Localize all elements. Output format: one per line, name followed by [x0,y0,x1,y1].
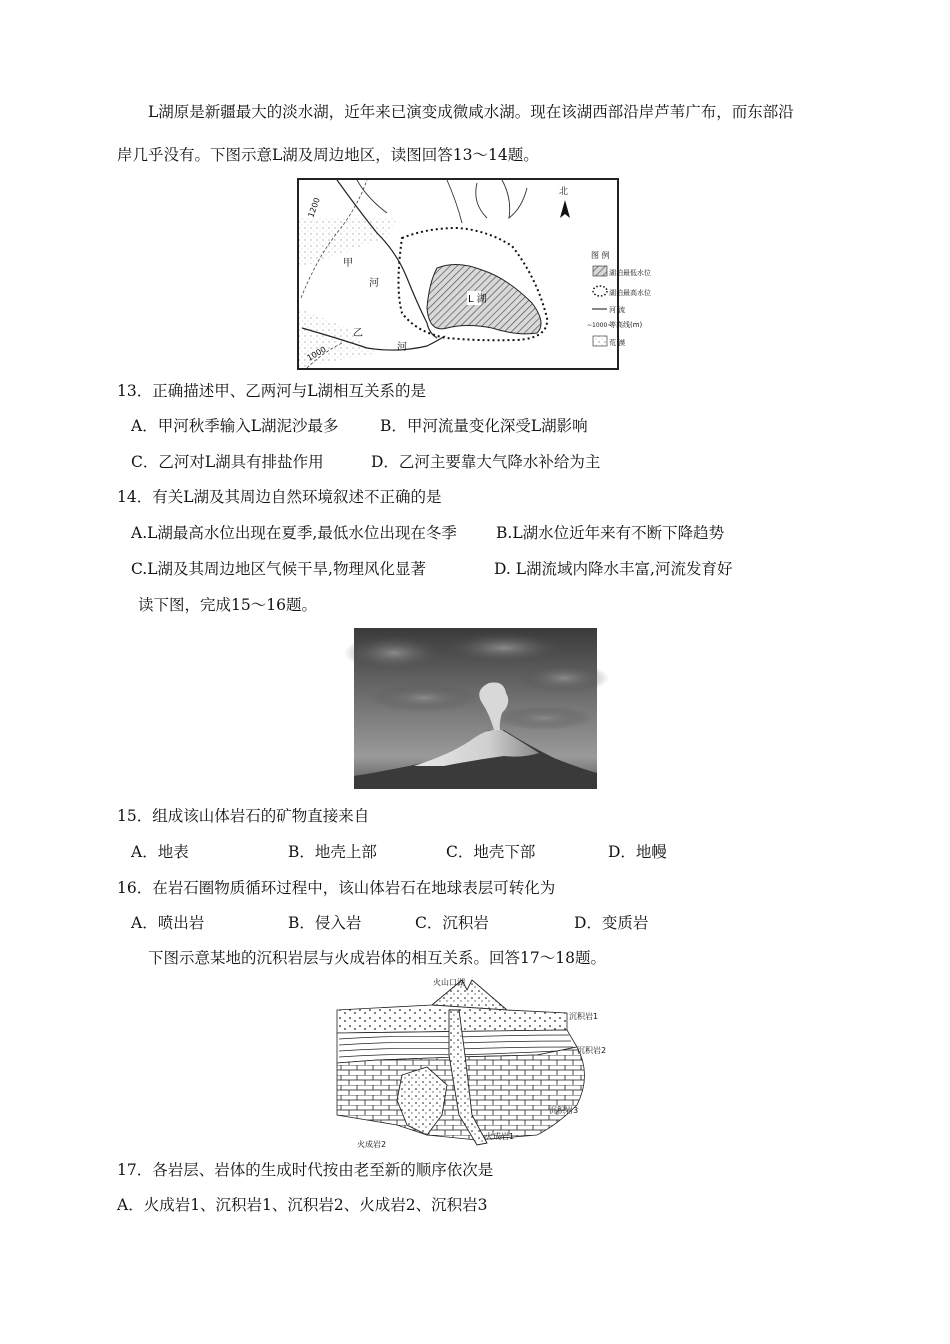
intro-paragraph-line1: L湖原是新疆最大的淡水湖，近年来已演变成微咸水湖。现在该湖西部沿岸芦苇广布，而东部沿 [148,103,794,121]
q16-option-c: C．沉积岩 [415,914,489,932]
label-sed2: 沉积岩2 [577,1046,607,1055]
label-sed3: 沉积岩3 [549,1106,579,1115]
label-ign1: 火成岩1 [485,1132,515,1141]
legend-lowest-label: 湖泊最低水位 [609,269,651,277]
intro-paragraph-line2: 岸几乎没有。下图示意L湖及周边地区，读图回答13～14题。 [117,146,539,164]
legend-contour-label: 等高线(m) [609,321,643,329]
legend-river-label: 河 流 [609,306,626,314]
label-crater-lake: 火山口湖 [433,978,465,987]
river-yi-label-2: 河 [397,342,407,353]
river-jia-label: 甲 [343,258,353,269]
legend-desert-label: 荒 漠 [609,339,626,347]
q13-option-a: A．甲河秋季输入L湖泥沙最多 [131,417,339,435]
legend-lowest-swatch [593,266,607,276]
label-sed1: 沉积岩1 [569,1012,599,1021]
q15-option-c: C．地壳下部 [446,843,536,861]
intro-paragraph-3: 下图示意某地的沉积岩层与火成岩体的相互关系。回答17～18题。 [148,949,606,967]
legend-title: 图 例 [591,251,610,260]
legend-contour-sample: ~1000~ [587,322,613,329]
volcano-photo [354,628,597,789]
q15-option-d: D．地幔 [608,843,667,861]
geology-cross-section [337,975,615,1150]
q15-option-b: B．地壳上部 [288,843,377,861]
lake-map-figure [297,178,651,370]
q13-option-d: D．乙河主要靠大气降水补给为主 [371,453,601,471]
q16-option-b: B．侵入岩 [288,914,362,932]
contour-label-1200: 1200 [306,196,322,219]
q15-option-a: A．地表 [131,843,189,861]
q14-option-b: B.L湖水位近年来有不断下降趋势 [496,524,725,542]
q14-stem: 14．有关L湖及其周边自然环境叙述不正确的是 [117,488,442,506]
q15-stem: 15．组成该山体岩石的矿物直接来自 [117,807,370,825]
q14-option-d: D. L湖流域内降水丰富,河流发育好 [494,560,733,578]
legend-highest-label: 湖泊最高水位 [609,289,651,297]
contour-label-1000: 1000 [305,344,328,363]
q14-option-c: C.L湖及其周边地区气候干旱,物理风化显著 [131,560,426,578]
river-yi-label: 乙 [353,328,363,339]
legend-desert-swatch [593,336,607,346]
river-jia-label-2: 河 [369,278,379,289]
q17-stem: 17．各岩层、岩体的生成时代按由老至新的顺序依次是 [117,1161,494,1179]
q13-option-b: B．甲河流量变化深受L湖影响 [380,417,588,435]
intro-paragraph-2: 读下图，完成15～16题。 [138,596,317,614]
q17-option-a: A．火成岩1、沉积岩1、沉积岩2、火成岩2、沉积岩3 [117,1196,488,1214]
q16-stem: 16．在岩石圈物质循环过程中，该山体岩石在地球表层可转化为 [117,879,556,897]
north-label: 北 [559,187,569,197]
q13-stem: 13．正确描述甲、乙两河与L湖相互关系的是 [117,382,427,400]
q13-option-c: C．乙河对L湖具有排盐作用 [131,453,324,471]
q14-option-a: A.L湖最高水位出现在夏季,最低水位出现在冬季 [131,524,457,542]
q16-option-a: A．喷出岩 [131,914,205,932]
label-ign2: 火成岩2 [357,1140,387,1149]
q16-option-d: D．变质岩 [574,914,649,932]
lake-label: L 湖 [468,294,487,305]
